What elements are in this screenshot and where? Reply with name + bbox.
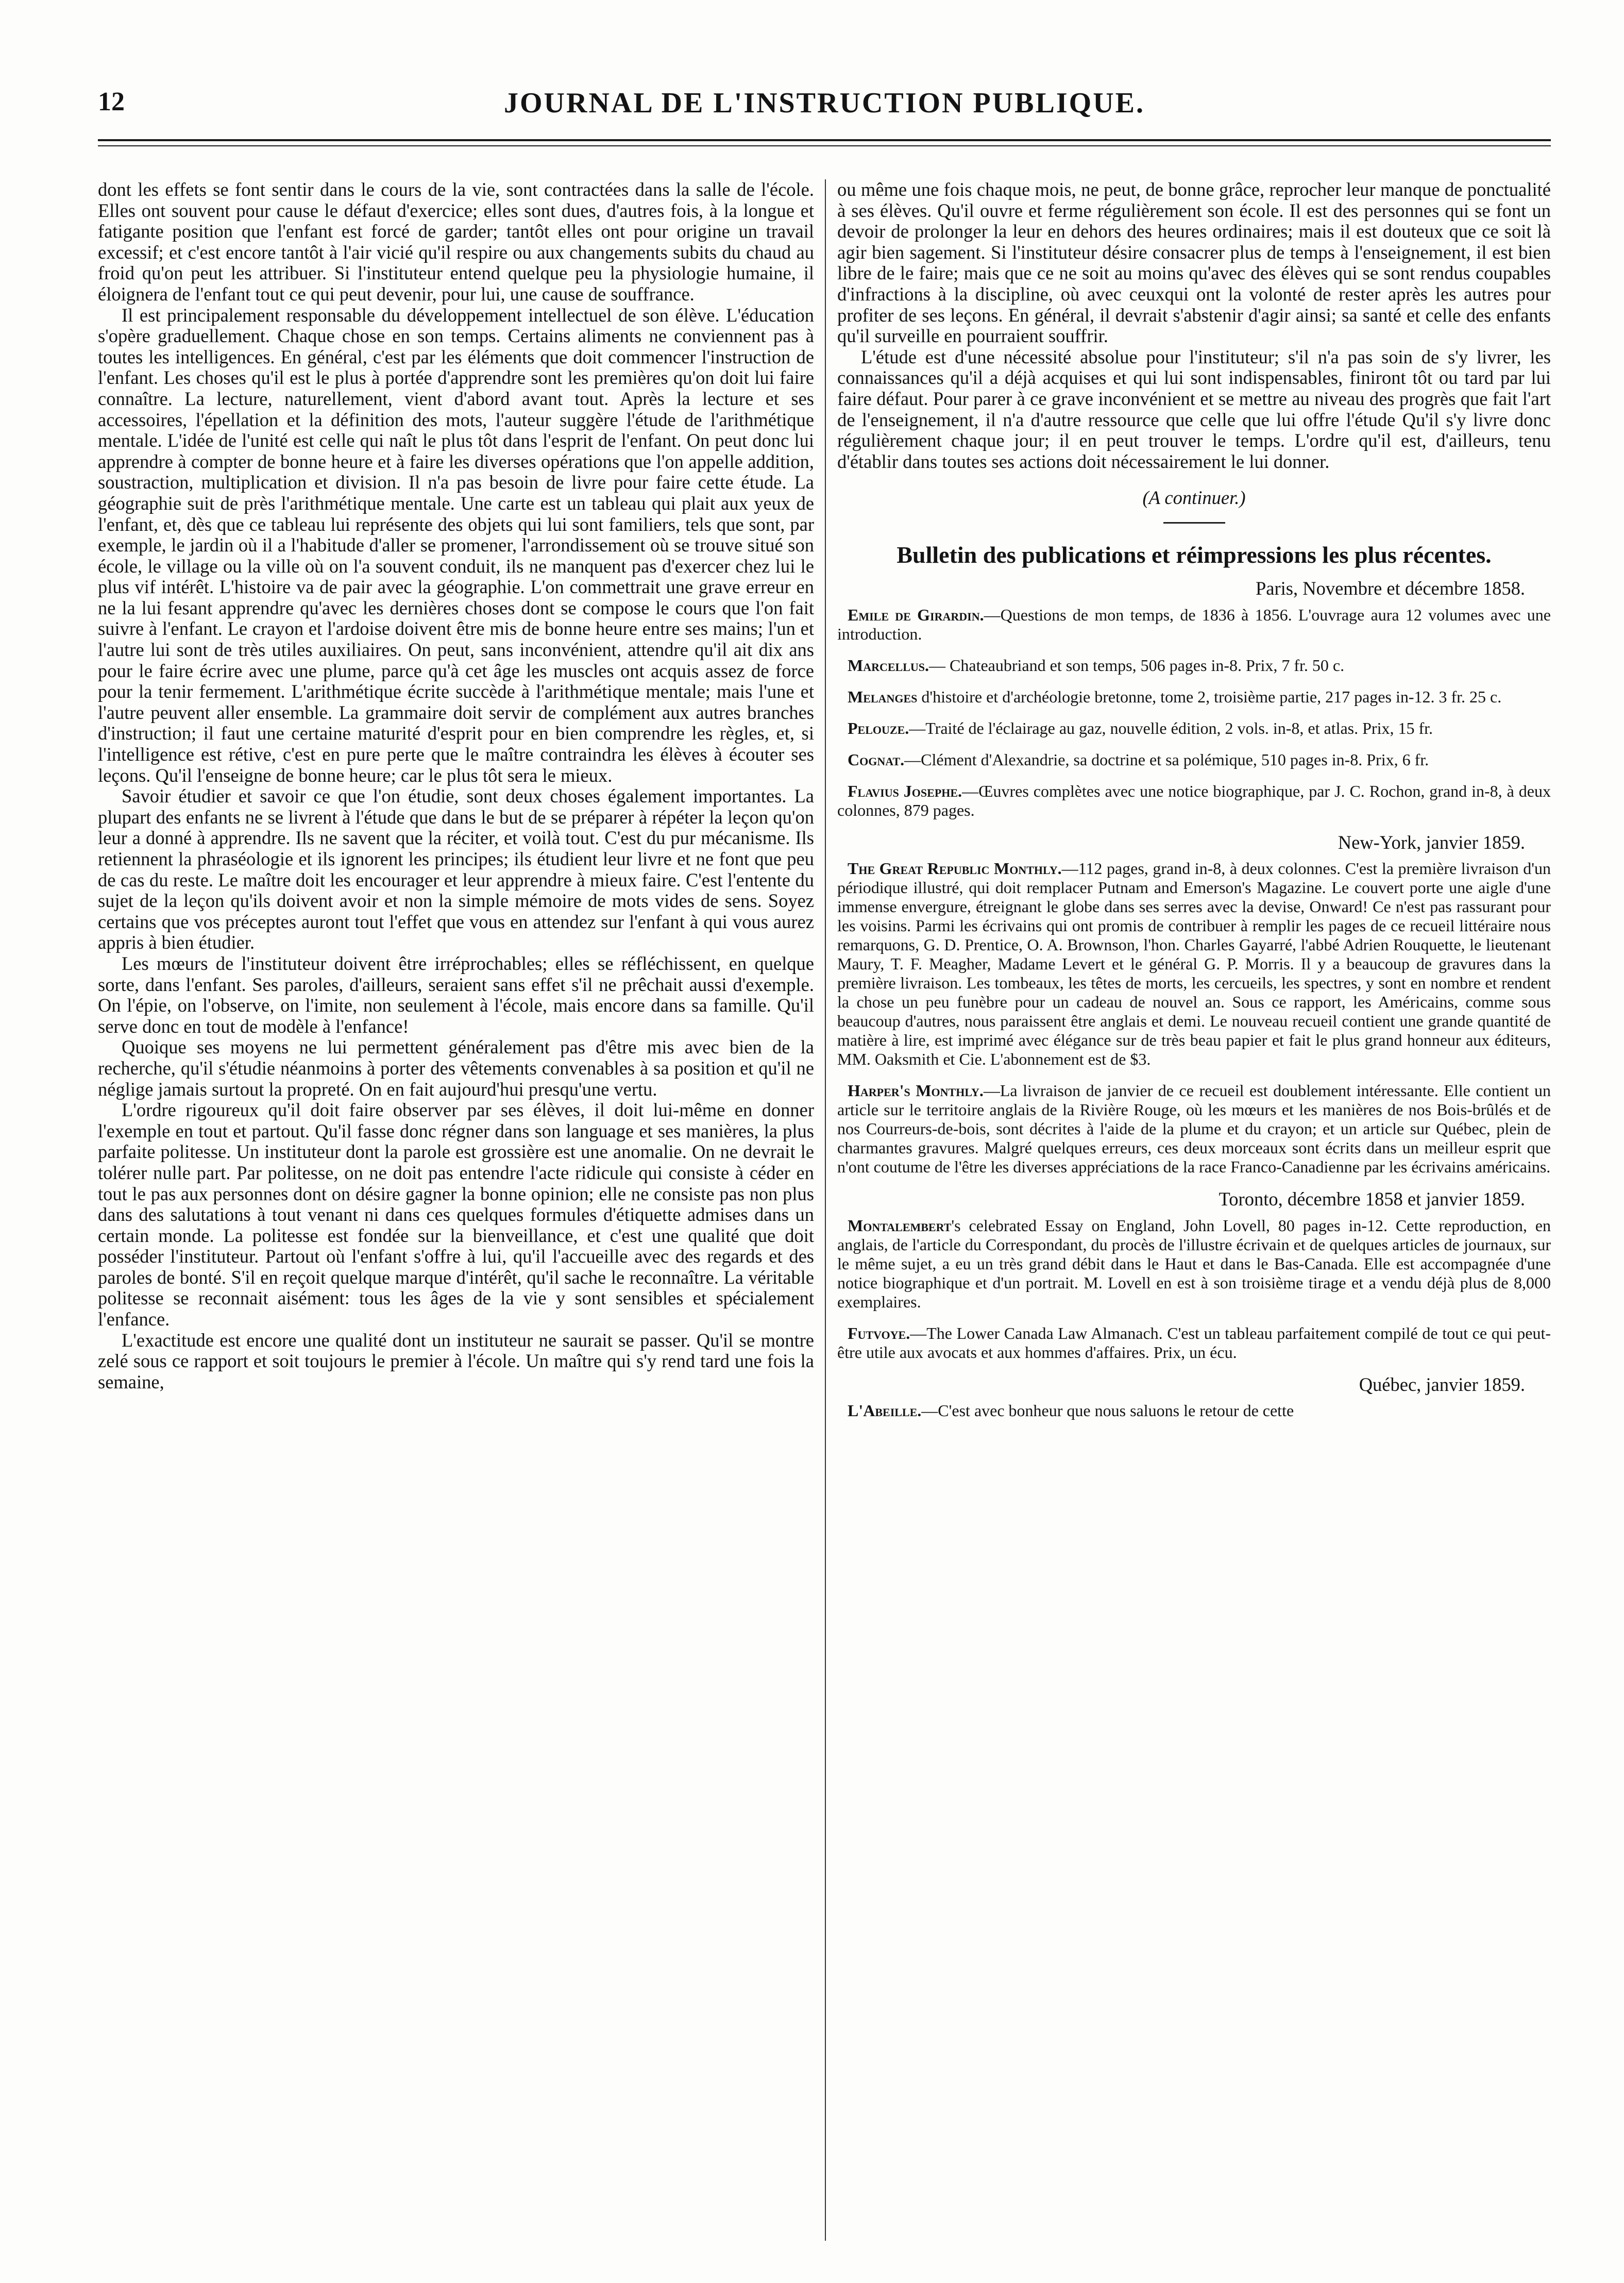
bulletin-entry [837,859,1551,1069]
entry-text: 's celebrated Essay on England, John Lovell, 80 pages in-12. Cette reproduction, en anglais, de l'article du Correspondant, du procès de l'illustre écrivain et de quelques articles de journaux, sur le même sujet, a eu un très grand débit dans le Haut et dans le Bas-Canada. Elle est accompagnée d'une notice biographique et d'un portrait. M. Lovell en est à son troisième tirage et a vendu déjà plus de 8,000 exemplaires. [837,1216,1551,1311]
bulletin-entry [837,687,1551,707]
section-rule [1163,522,1225,524]
entry-head: L'Abeille. [848,1401,922,1420]
entry-head: Flavius Josephe. [848,781,962,800]
dateline: Paris, Novembre et décembre 1858. [1256,577,1525,599]
bulletin-entry [837,750,1551,769]
entry-text: — Chateaubriand et son temps, 506 pages in-8. Prix, 7 fr. 50 c. [929,656,1345,675]
entry-text: —Œuvres complètes avec une notice biographique, par J. C. Rochon, grand in-8, à deux colonnes, 879 pages. [837,781,1551,819]
entry-head: Melanges [848,687,918,706]
entry-head: Emile de Girardin. [848,605,984,624]
bulletin-entry [837,1081,1551,1177]
page-number: 12 [98,87,125,116]
right-column [837,179,1551,1433]
bulletin-entry [837,1324,1551,1362]
paragraph: ou même une fois chaque mois, ne peut, de bonne grâce, reprocher leur manque de ponctualité à ses élèves. Qu'il ouvre et ferme régulièrement son école. Il est des personnes qui se font un devoir de prolonger la leur en dehors des heures ordinaires; mais il est douteux que ce soit là agir bien sagement. Si l'instituteur désire consacrer plus de temps à l'enseignement, il est bien libre de le faire; mais que ce ne soit au moins qu'avec des élèves qui se sont rendus coupables d'infractions à la discipline, où avec ceuxqui ont la volonté de rester après les autres pour profiter de ses leçons. En général, il devrait s'abstenir d'agir ainsi; sa santé et celle des enfants qu'il surveille en pourraient souffrir. [837,179,1551,347]
bulletin-entry [837,1401,1551,1420]
bulletin-entry [837,719,1551,738]
paragraph: L'ordre rigoureux qu'il doit faire observer par ses élèves, il doit lui-même en donner l'exemple en tout et partout. Qu'il fasse donc régner dans son language et ses manières, la plus parfaite politesse. Un instituteur dont la parole est grossière est une anomalie. On ne devrait le tolérer nulle part. Par politesse, on ne doit pas entendre l'acte ridicule qui consiste à céder en tout le pas aux personnes dont on désire gagner la bonne opinion; elle ne consiste pas non plus dans des salutations à tout venant ni dans ces quelques formules d'étiquette admises dans un certain monde. La politesse est fondée sur la bienveillance, et c'est une qualité que doit posséder l'instituteur. Partout où l'enfant s'offre à lui, qu'il l'accueille avec des regards et des paroles de bonté. S'il en reçoit quelque marque d'intérêt, qu'il sache le reconnaître. La véritable politesse se reconnait aisément: tous les âges de la vie y sont sensibles et spécialement l'enfance. [98,1099,814,1330]
page-header [98,87,1551,133]
entry-head: Marcellus. [848,656,929,675]
bulletin-entry [837,656,1551,675]
entry-text: —Clément d'Alexandrie, sa doctrine et sa polémique, 510 pages in-8. Prix, 6 fr. [904,750,1429,769]
paragraph: Savoir étudier et savoir ce que l'on étudie, sont deux choses également importantes. La plupart des enfants ne se livrent à l'étude que dans le but de se préparer à répéter la leçon qu'on leur a donné à apprendre. Ils ne savent que la réciter, et voilà tout. C'est du pur mécanisme. Ils retiennent la phraséologie et ils ignorent les principes; ils étudient leur livre et ne font que peu de cas du reste. Le maître doit les encourager et leur apprendre à mieux faire. C'est l'entente du sujet de la leçon qu'ils doivent avoir et non la simple mémoire de mots vides de sens. Soyez certains que vos préceptes auront tout l'effet que vous en attendez sur l'enfant à qui vous aurez appris à bien étudier. [98,785,814,953]
continuation-note: (A continuer.) [1142,487,1246,509]
header-rule-thin [98,145,1551,146]
entry-head: Harper's Monthly. [848,1081,984,1100]
entry-text: —Questions de mon temps, de 1836 à 1856. L'ouvrage aura 12 volumes avec une introduction. [837,605,1551,643]
entry-text: —La livraison de janvier de ce recueil est doublement intéressante. Elle contient un article sur le territoire anglais de la Rivière Rouge, où les mœurs et les manières de nos Bois-brûlés et de nos Courreurs-de-bois, sont décrites à l'aide de la plume et du crayon; et un article sur Québec, plein de charmantes gravures. Malgré quelques erreurs, ces deux morceaux sont écrits dans un meilleur esprit que n'ont coutume de l'être les diverses appréciations de la race Franco-Canadienne par les écrivains américains. [837,1081,1551,1177]
dateline: Québec, janvier 1859. [1359,1373,1525,1395]
paragraph: dont les effets se font sentir dans le cours de la vie, sont contractées dans la salle de l'école. Elles ont souvent pour cause le défaut d'exercice; elles sont dues, d'autres fois, à la longue et fatigante position que l'enfant est forcé de garder; tantôt elles ont pour origine un travail excessif; et c'est encore tantôt à l'air vicié qu'il respire ou aux changements subits du chaud au froid qu'on peut les attribuer. Si l'instituteur entend quelque peu la physiologie humaine, il éloignera de l'enfant tout ce qui peut devenir, pour lui, une cause de souffrance. [98,179,814,305]
left-column [98,179,814,1392]
header-rule-thick [98,139,1551,141]
entry-text: —112 pages, grand in-8, à deux colonnes. C'est la première livraison d'un périodique illustré, qui doit remplacer Putnam and Emerson's Magazine. Le couvert porte une aigle d'une immense envergure, étreignant le globe dans ses serres avec la devise, Onward! Ce n'est pas rassurant pour les voisins. Parmi les écrivains qui ont promis de contribuer à remplir les pages de ce recueil littéraire nous remarquons, G. D. Prentice, O. A. Brownson, l'hon. Charles Gayarré, l'abbé Adrien Rouquette, le lieutenant Maury, T. F. Meagher, Madame Levert et le général G. P. Morris. Il y a beaucoup de gravures dans la première livraison. Les tombeaux, les têtes de morts, les cercueils, les spectres, y sont en nombre et rendent la chose un peu funèbre pour un cadeau de nouvel an. Sous ce rapport, les Américains, comme sous beaucoup d'autres, nous paraissent être anglais et demi. Le nouveau recueil contient une grande quantité de matière à lire, est imprimé avec élégance sur de très beau papier et fait le plus grand honneur aux éditeurs, MM. Oaksmith et Cie. L'abonnement est de $3. [837,859,1551,1069]
paragraph: Quoique ses moyens ne lui permettent généralement pas d'être mis avec bien de la recherche, qu'il s'étudie néanmoins à porter des vêtements convenables à sa position et qu'il ne néglige jamais surtout la propreté. On en fait aujourd'hui presqu'une vertu. [98,1036,814,1100]
entry-head: Cognat. [848,750,905,769]
entry-head: Pelouze. [848,718,909,737]
running-title: JOURNAL DE L'INSTRUCTION PUBLIQUE. [504,87,1145,119]
entry-text: d'histoire et d'archéologie bretonne, tome 2, troisième partie, 217 pages in-12. 3 fr. 25 c. [917,687,1502,706]
entry-head: Futvoye. [848,1323,910,1342]
dateline: New-York, janvier 1859. [1338,831,1525,853]
entry-text: —C'est avec bonheur que nous saluons le retour de cette [921,1401,1294,1420]
paragraph: L'étude est d'une nécessité absolue pour l'instituteur; s'il n'a pas soin de s'y livrer, les connaissances qu'il a déjà acquises et qui lui sont indispensables, finiront tôt ou tard par lui faire défaut. Pour parer à ce grave inconvénient et se mettre au niveau des progrès que fait l'art de l'enseignement, il n'a d'autre ressource que celle que lui offre l'étude Qu'il s'y livre donc régulièrement chaque jour; il en peut trouver le temps. L'ordre qu'il est, d'ailleurs, tenu d'établir dans toutes ses actions doit nécessairement le lui donner. [837,346,1551,472]
entry-head: Montalembert [848,1216,952,1235]
bulletin-entry [837,782,1551,820]
bulletin-title: Bulletin des publications et réimpressions les plus récentes. [896,541,1492,568]
entry-text: —Traité de l'éclairage au gaz, nouvelle édition, 2 vols. in-8, et atlas. Prix, 15 fr. [909,718,1433,737]
dateline: Toronto, décembre 1858 et janvier 1859. [1219,1188,1525,1210]
entry-text: —The Lower Canada Law Almanach. C'est un tableau parfaitement compilé de tout ce qui peut-être utile aux avocats et aux hommes d'affaires. Prix, un écu. [837,1323,1551,1362]
paragraph: Il est principalement responsable du développement intellectuel de son élève. L'éducation s'opère graduellement. Chaque chose en son temps. Certains aliments ne conviennent pas à toutes les intelligences. En général, c'est par les éléments que doit commencer l'instruction de l'enfant. Les choses qu'il est le plus à portée d'apprendre sont les premières qu'on doit lui faire connaître. La lecture, naturellement, vient d'abord avant tout. Après la lecture et ses accessoires, l'épellation et la définition des mots, l'auteur suggère l'étude de l'arithmétique mentale. L'idée de l'unité est celle qui naît le plus tôt dans l'esprit de l'enfant. On peut donc lui apprendre à compter de bonne heure et à faire les diverses opérations que l'on appelle addition, soustraction, multiplication et division. Il n'a pas besoin de livre pour faire cette étude. La géographie suit de près l'arithmétique mentale. Une carte est un tableau qui plait aux yeux de l'enfant, et, dès que ce tableau lui représente des objets qui lui sont familiers, tels que sont, par exemple, le jardin où il a l'habitude d'aller se promener, l'arrondissement où se trouve situé son école, le village ou la ville où on l'a souvent conduit, ils ne manquent pas d'exercer chez lui le plus vif intérêt. L'histoire va de pair avec la géographie. L'on commettrait une grave erreur en ne la lui fesant apprendre qu'avec les dernières choses dont se compose le cours que l'on fait suivre à l'enfant. Le crayon et l'ardoise doivent être mis de bonne heure entre ses mains; l'un et l'autre lui sont de très utiles auxiliaires. On peut, sans inconvénient, attendre qu'il ait dix ans pour le faire écrire avec une plume, parce qu'à cet âge les muscles ont acquis assez de force pour la tenir fermement. L'arithmétique écrite succède à l'arithmétique mentale; mais l'une et l'autre peuvent aller ensemble. La grammaire doit servir de complément aux autres branches d'instruction; il faut une certaine maturité d'esprit pour en bien comprendre les règles, et, si l'intelligence est rétive, c'est en pure perte que le maître contraindra les élèves à écouter ses leçons. Qu'il l'enseigne de bonne heure; car le plus tôt sera le mieux. [98,304,814,786]
entry-head: The Great Republic Monthly. [848,859,1062,878]
column-divider [825,179,826,2241]
paragraph: Les mœurs de l'instituteur doivent être irréprochables; elles se réfléchissent, en quelque sorte, dans l'enfant. Ses paroles, d'ailleurs, seraient sans effet s'il ne prêchait aussi d'exemple. On l'épie, on l'observe, on l'imite, non seulement à l'école, mais encore dans sa famille. Qu'il serve donc en tout de modèle à l'enfance! [98,952,814,1037]
paragraph: L'exactitude est encore une qualité dont un instituteur ne saurait se passer. Qu'il se montre zelé sous ce rapport et soit toujours le premier à l'école. Un maître qui s'y rend tard une fois la semaine, [98,1329,814,1392]
bulletin-entry [837,1216,1551,1312]
bulletin-entry [837,606,1551,644]
